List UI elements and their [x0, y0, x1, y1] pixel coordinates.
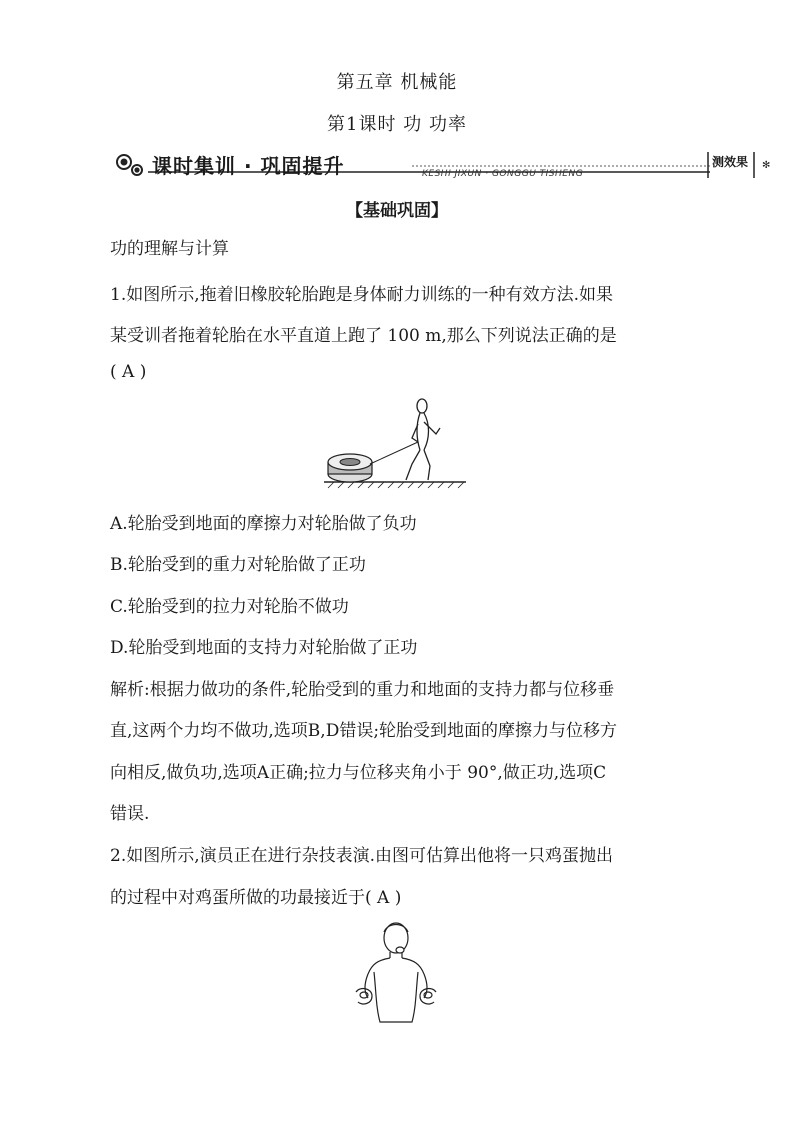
- q1-option-a: A.轮胎受到地面的摩擦力对轮胎做了负功: [110, 514, 417, 534]
- q1-option-b: B.轮胎受到的重力对轮胎做了正功: [110, 555, 366, 575]
- tire-runner-figure: [320, 394, 470, 494]
- chapter-title: 第五章 机械能: [336, 72, 458, 93]
- q1-analysis-line1: 解析:根据力做功的条件,轮胎受到的重力和地面的支持力都与位移垂: [110, 680, 615, 700]
- gear-icon: [117, 155, 142, 175]
- q1-answer: ( A ): [110, 362, 147, 382]
- lesson-title: 第1课时 功 功率: [327, 114, 467, 135]
- juggler-figure: [350, 918, 442, 1030]
- q1-analysis-line4: 错误.: [110, 804, 150, 824]
- q2-stem-line2: 的过程中对鸡蛋所做的功最接近于( A ): [110, 888, 402, 908]
- q2-stem-line1: 2.如图所示,演员正在进行杂技表演.由图可估算出他将一只鸡蛋抛出: [110, 846, 614, 866]
- q1-option-d: D.轮胎受到地面的支持力对轮胎做了正功: [110, 638, 418, 658]
- q1-analysis-line2: 直,这两个力均不做功,选项B,D错误;轮胎受到地面的摩擦力与位移方: [110, 721, 618, 741]
- svg-text:✻: ✻: [762, 160, 771, 171]
- topic-heading: 功的理解与计算: [110, 239, 229, 259]
- banner-subtitle: KESHI JIXUN · GONGGU TISHENG: [422, 169, 584, 179]
- q1-stem-line1: 1.如图所示,拖着旧橡胶轮胎跑是身体耐力训练的一种有效方法.如果: [110, 285, 614, 305]
- section-title: 【基础巩固】: [346, 201, 448, 221]
- q1-stem-line2: 某受训者拖着轮胎在水平直道上跑了 100 m,那么下列说法正确的是: [110, 326, 617, 346]
- q1-analysis-line3: 向相反,做负功,选项A正确;拉力与位移夹角小于 90°,做正功,选项C: [110, 763, 607, 783]
- section-banner: [112, 148, 772, 184]
- banner-title: 课时集训 · 巩固提升: [152, 154, 345, 178]
- q1-option-c: C.轮胎受到的拉力对轮胎不做功: [110, 597, 349, 617]
- banner-tag: 测效果: [712, 155, 749, 169]
